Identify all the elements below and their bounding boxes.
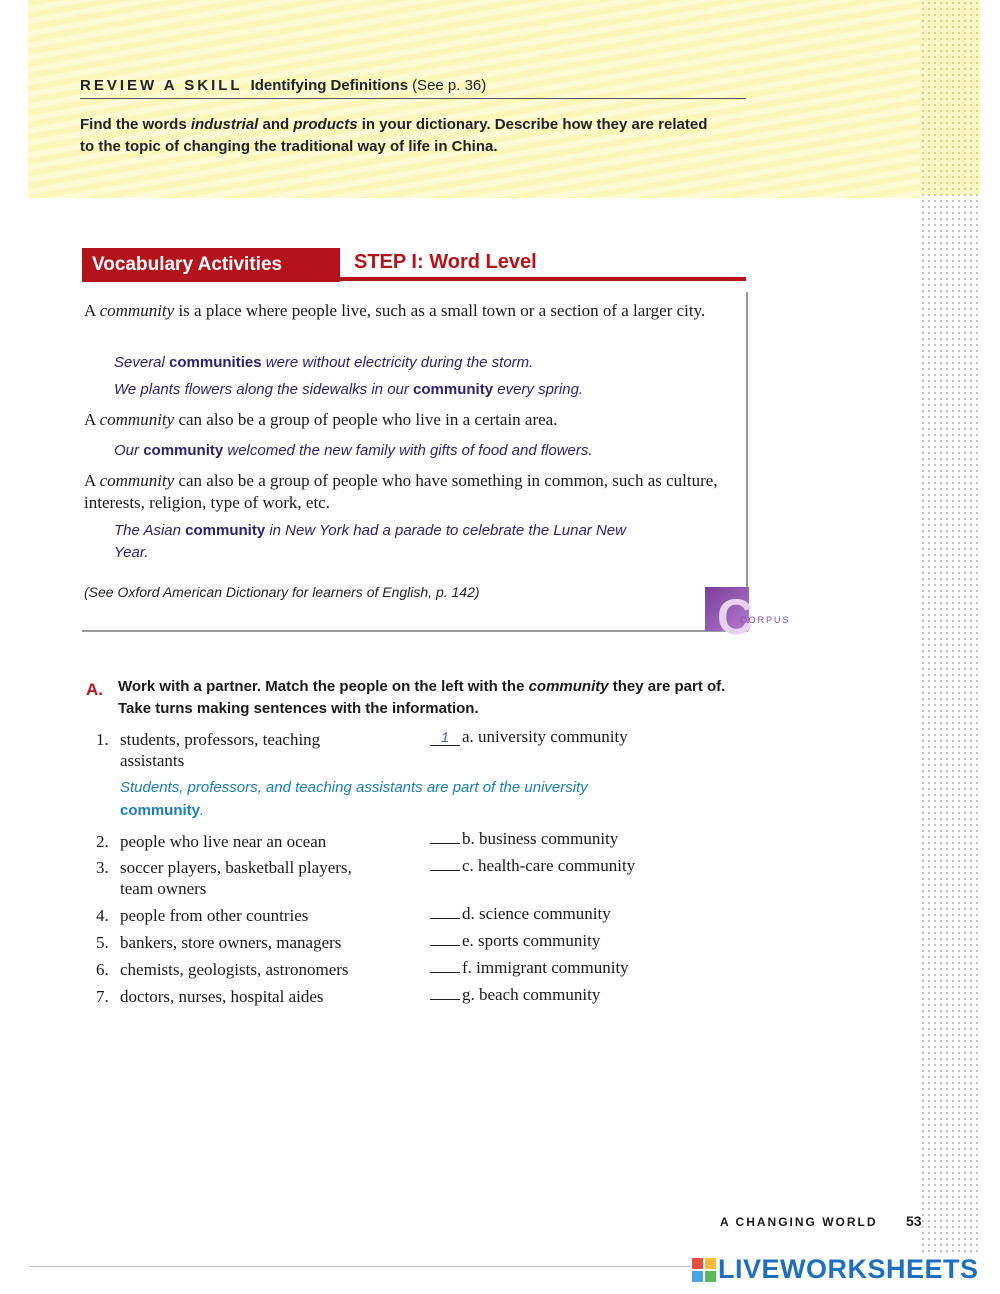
answer-blank[interactable] [430,999,460,1000]
review-instructions: Find the words industrial and products in your dictionary. Describe how they are related to the topic of changing the traditional way of life in China. [80,116,708,155]
answer-blank[interactable]: 1 [430,729,460,746]
list-item: 3. soccer players, basketball players, team owners [96,858,352,898]
liveworksheets-logo-icon [692,1258,716,1282]
vocab-tag: Vocabulary Activities [82,248,340,282]
answer-blank[interactable] [430,843,460,844]
bottom-rule [30,1266,690,1267]
review-heading [80,77,746,99]
activity-instructions: Work with a partner. Match the people on the left with the community they are part of. Take turns making sentences with the information. [118,678,726,717]
review-page-ref: (See p. 36) [412,77,487,94]
list-item: 4. people from other countries [96,906,309,925]
list-item: 2. people who live near an ocean [96,832,327,851]
review-title: Identifying Definitions [250,77,409,94]
activity-letter: A. [86,680,103,699]
vocab-header [82,248,746,282]
review-label: REVIEW A SKILL [80,77,243,94]
page-edge-pattern-yellow [920,0,980,195]
answer-blank[interactable] [430,870,460,871]
match-row: d. science community [430,903,611,924]
dictionary-box [82,292,748,632]
vocab-step-title: STEP I: Word Level [354,251,537,273]
match-row: e. sports community [430,930,600,951]
definition-2: A community can also be a group of people who live in a certain area. [84,410,558,429]
list-item: 7. doctors, nurses, hospital aides [96,987,324,1006]
sample-sentence: Students, professors, and teaching assistants are part of the university community. [120,779,588,819]
header-rule [340,277,746,281]
corpus-label: CORPUS [740,615,791,625]
example-2: We plants flowers along the sidewalks in our community every spring. [114,381,584,398]
match-row: b. business community [430,828,618,849]
answer-blank[interactable] [430,918,460,919]
example-4: The Asian community in New York had a parade to celebrate the Lunar New Year. [114,522,626,561]
liveworksheets-text: LIVEWORKSHEETS [718,1254,979,1284]
match-row: f. immigrant community [430,957,629,978]
chapter-title: A CHANGING WORLD [720,1215,878,1229]
answer-blank[interactable] [430,972,460,973]
liveworksheets-brand[interactable] [692,1254,979,1286]
definition-1: A community is a place where people live, such as a small town or a section of a larger city. [84,301,706,320]
answer-blank[interactable] [430,945,460,946]
list-item: 1. students, professors, teaching assistants [96,730,321,770]
review-band [28,0,920,198]
list-item: 6. chemists, geologists, astronomers [96,960,349,979]
match-row: 1 a. university community [430,726,628,747]
page-number: 53 [906,1213,922,1229]
corpus-letter: C [717,589,754,645]
list-item: 5. bankers, store owners, managers [96,933,342,952]
definition-3: A community can also be a group of people who have something in common, such as culture, interests, religion, type of work, etc. [84,471,718,512]
match-row: c. health-care community [430,855,635,876]
example-3: Our community welcomed the new family with gifts of food and flowers. [114,442,593,459]
example-1: Several communities were without electricity during the storm. [114,354,534,371]
match-row: g. beach community [430,984,600,1005]
dictionary-source: (See Oxford American Dictionary for learners of English, p. 142) [84,584,480,600]
